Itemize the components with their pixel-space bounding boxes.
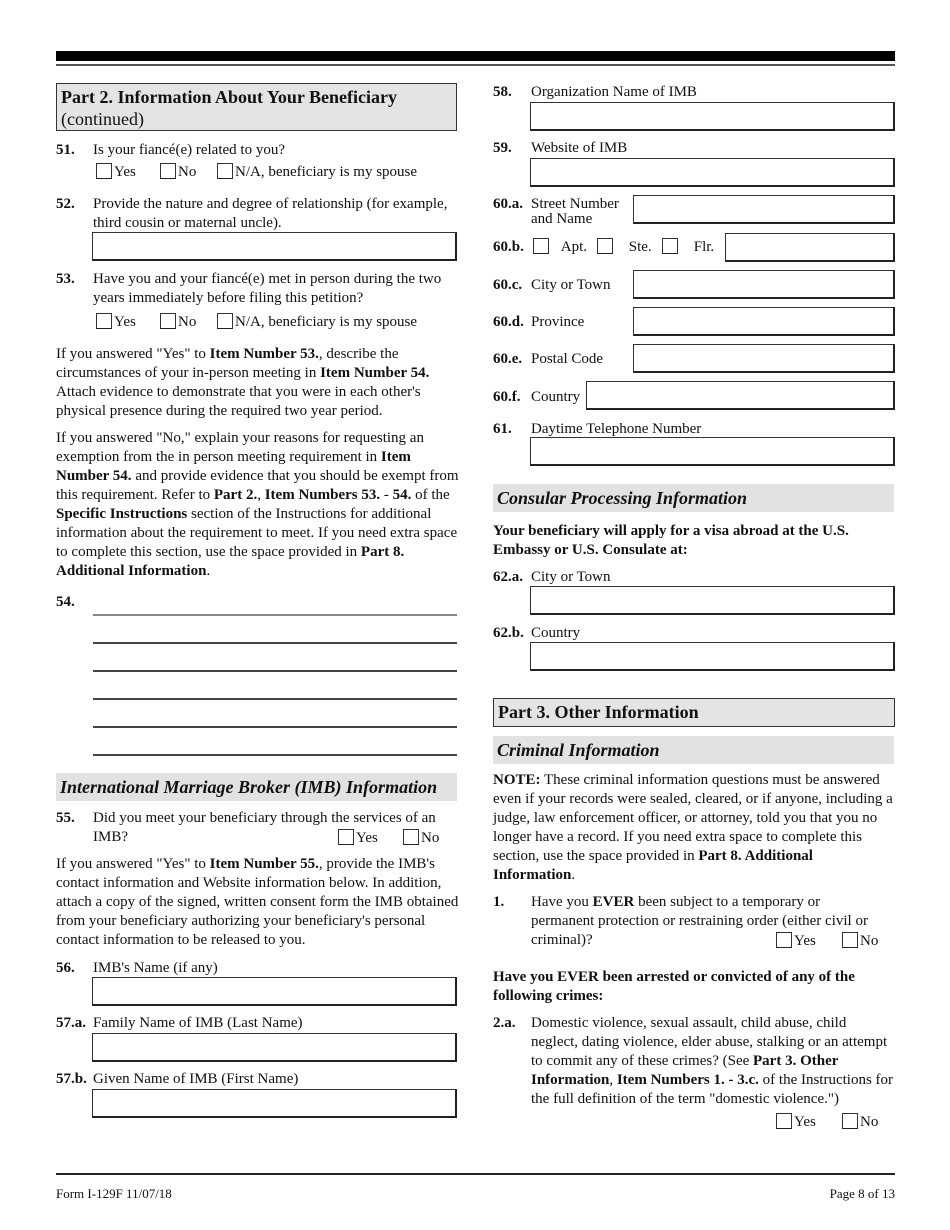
criminal-section-header: Criminal Information	[493, 736, 894, 764]
q53-yes[interactable]: Yes	[96, 313, 136, 332]
consulate-city-field[interactable]	[530, 586, 895, 615]
arrested-heading: Have you EVER been arrested or convicted of any of the following crimes:	[493, 969, 855, 1004]
checkbox[interactable]	[217, 313, 233, 329]
q62b-number: 62.b.	[493, 625, 524, 641]
header-bar	[56, 51, 895, 61]
city-field[interactable]	[633, 270, 895, 299]
consular-intro-2: Embassy or U.S. Consulate at:	[493, 542, 688, 558]
q60a-number: 60.a.	[493, 196, 523, 212]
country-field[interactable]	[586, 381, 895, 410]
q2a-number: 2.a.	[493, 1015, 516, 1031]
q55-yes[interactable]: Yes	[338, 829, 378, 848]
q60a-label-1: Street Number	[531, 196, 619, 212]
q58-label: Organization Name of IMB	[531, 84, 697, 100]
q54-line[interactable]	[93, 642, 457, 644]
q60b-ste[interactable]: Ste.	[597, 238, 652, 257]
q54-line[interactable]	[93, 754, 457, 756]
q56-label: IMB's Name (if any)	[93, 960, 218, 976]
checkbox[interactable]	[597, 238, 613, 254]
q2a-no[interactable]: No	[842, 1113, 878, 1132]
instructions-no: If you answered "No," explain your reasons for requesting an exemption from the in person meeting requirement in Item Number 54. and provide evidence that you should be exempt from this requirement. Refer to Part 2., Item Numbers 53. - 54. of the Specific Instructions section of the Instructions for additional information about the requirement to meet. If you need extra space to complete this section, use the space provided in Part 8. Additional Information.	[56, 430, 459, 579]
q52-number: 52.	[56, 196, 75, 212]
checkbox[interactable]	[662, 238, 678, 254]
q60c-label: City or Town	[531, 277, 611, 293]
q60d-number: 60.d.	[493, 314, 524, 330]
q55-text-1: Did you meet your beneficiary through the services of an	[93, 810, 436, 826]
q59-number: 59.	[493, 140, 512, 156]
q53-na[interactable]: N/A, beneficiary is my spouse	[217, 313, 417, 332]
q57b-number: 57.b.	[56, 1071, 87, 1087]
imb-organization-field[interactable]	[530, 102, 895, 131]
q57b-label: Given Name of IMB (First Name)	[93, 1071, 299, 1087]
q54-line[interactable]	[93, 726, 457, 728]
q51-text: Is your fiancé(e) related to you?	[93, 142, 285, 158]
q1-yes[interactable]: Yes	[776, 932, 816, 951]
q53-text-1: Have you and your fiancé(e) met in person during the two	[93, 271, 442, 287]
q54-line[interactable]	[93, 698, 457, 700]
checkbox[interactable]	[96, 313, 112, 329]
q60e-label: Postal Code	[531, 351, 604, 367]
postal-code-field[interactable]	[633, 344, 895, 373]
q53-number: 53.	[56, 271, 75, 287]
q54-line[interactable]	[93, 670, 457, 672]
imb-family-name-field[interactable]	[92, 1033, 457, 1062]
instructions-imb: If you answered "Yes" to Item Number 55., provide the IMB's contact information and Website information below. In addition, attach a copy of the signed, written consent form the IMB obtained from your beneficiary authorizing your beneficiary's personal contact information to be released to you.	[56, 856, 459, 948]
q2a-yes[interactable]: Yes	[776, 1113, 816, 1132]
q60e-number: 60.e.	[493, 351, 523, 367]
imb-section-header: International Marriage Broker (IMB) Information	[56, 773, 457, 801]
q61-label: Daytime Telephone Number	[531, 421, 702, 437]
consulate-country-field[interactable]	[530, 642, 895, 671]
checkbox[interactable]	[403, 829, 419, 845]
q1-text: Have you EVER been subject to a temporary or permanent protection or restraining order (either civil or criminal)?	[531, 894, 868, 948]
q59-label: Website of IMB	[531, 140, 628, 156]
q60c-number: 60.c.	[493, 277, 523, 293]
checkbox[interactable]	[338, 829, 354, 845]
q54-line[interactable]	[93, 614, 457, 616]
checkbox[interactable]	[842, 1113, 858, 1129]
part-2-subtitle: (continued)	[61, 109, 144, 129]
checkbox[interactable]	[96, 163, 112, 179]
part-2-header	[56, 83, 457, 131]
header-rule	[56, 64, 895, 66]
consular-section-header: Consular Processing Information	[493, 484, 894, 512]
imb-given-name-field[interactable]	[92, 1089, 457, 1118]
q56-number: 56.	[56, 960, 75, 976]
q60f-number: 60.f.	[493, 389, 521, 405]
q51-number: 51.	[56, 142, 75, 158]
q55-number: 55.	[56, 810, 75, 826]
q53-text-2: years immediately before filing this petition?	[93, 290, 364, 306]
province-field[interactable]	[633, 307, 895, 336]
form-id: Form I-129F 11/07/18	[56, 1186, 172, 1201]
footer-rule	[56, 1173, 895, 1175]
q60b-apt[interactable]: Apt.	[533, 238, 587, 257]
part-2-title: Part 2. Information About Your Beneficiary	[61, 87, 397, 107]
q1-no[interactable]: No	[842, 932, 878, 951]
q60f-label: Country	[531, 389, 581, 405]
q62b-label: Country	[531, 625, 581, 641]
checkbox[interactable]	[160, 163, 176, 179]
q2a-text: Domestic violence, sexual assault, child abuse, child neglect, dating violence, elder abuse, stalking or an attempt to commit any of these crimes? (See Part 3. Other Information, Item Numbers 1. - 3.c. of the Instructions for the full definition of the term "domestic violence.")	[531, 1015, 894, 1107]
q60a-label-2: and Name	[531, 211, 593, 227]
q62a-label: City or Town	[531, 569, 611, 585]
q60b-flr[interactable]: Flr.	[662, 238, 714, 257]
checkbox[interactable]	[842, 932, 858, 948]
q54-number: 54.	[56, 594, 75, 610]
imb-name-field[interactable]	[92, 977, 457, 1006]
q51-no[interactable]: No	[160, 163, 196, 182]
part-3-header: Part 3. Other Information	[493, 698, 895, 727]
q62a-number: 62.a.	[493, 569, 523, 585]
q52-text-2: third cousin or maternal uncle).	[93, 215, 282, 231]
imb-website-field[interactable]	[530, 158, 895, 187]
criminal-note: NOTE: These criminal information questions must be answered even if your records were sealed, cleared, or if anyone, including a judge, law enforcement officer, or attorney, told you that you no longer have a record. If you need extra space to complete this section, use the space provided in Part 8. Additional Information.	[493, 772, 893, 883]
q60d-label: Province	[531, 314, 585, 330]
telephone-field[interactable]	[530, 437, 895, 466]
checkbox[interactable]	[776, 932, 792, 948]
consular-intro-1: Your beneficiary will apply for a visa abroad at the U.S.	[493, 523, 849, 539]
checkbox[interactable]	[217, 163, 233, 179]
q51-yes[interactable]: Yes	[96, 163, 136, 182]
q1-number: 1.	[493, 894, 505, 910]
q57a-number: 57.a.	[56, 1015, 86, 1031]
checkbox[interactable]	[160, 313, 176, 329]
unit-number-field[interactable]	[725, 233, 895, 262]
q55-text-2: IMB?	[93, 829, 128, 845]
street-field[interactable]	[633, 195, 895, 224]
q60b-number: 60.b.	[493, 239, 524, 255]
q57a-label: Family Name of IMB (Last Name)	[93, 1015, 303, 1031]
page-number: Page 8 of 13	[829, 1186, 895, 1201]
q61-number: 61.	[493, 421, 512, 437]
instructions-yes: If you answered "Yes" to Item Number 53., describe the circumstances of your in-person meeting in Item Number 54. Attach evidence to demonstrate that you were in each other's physical presence during the required two year period.	[56, 346, 430, 419]
checkbox[interactable]	[776, 1113, 792, 1129]
q58-number: 58.	[493, 84, 512, 100]
q52-text-1: Provide the nature and degree of relationship (for example,	[93, 196, 448, 212]
q55-no[interactable]: No	[403, 829, 439, 848]
q52-relationship-field[interactable]	[92, 232, 457, 261]
q53-no[interactable]: No	[160, 313, 196, 332]
q51-na[interactable]: N/A, beneficiary is my spouse	[217, 163, 417, 182]
checkbox[interactable]	[533, 238, 549, 254]
